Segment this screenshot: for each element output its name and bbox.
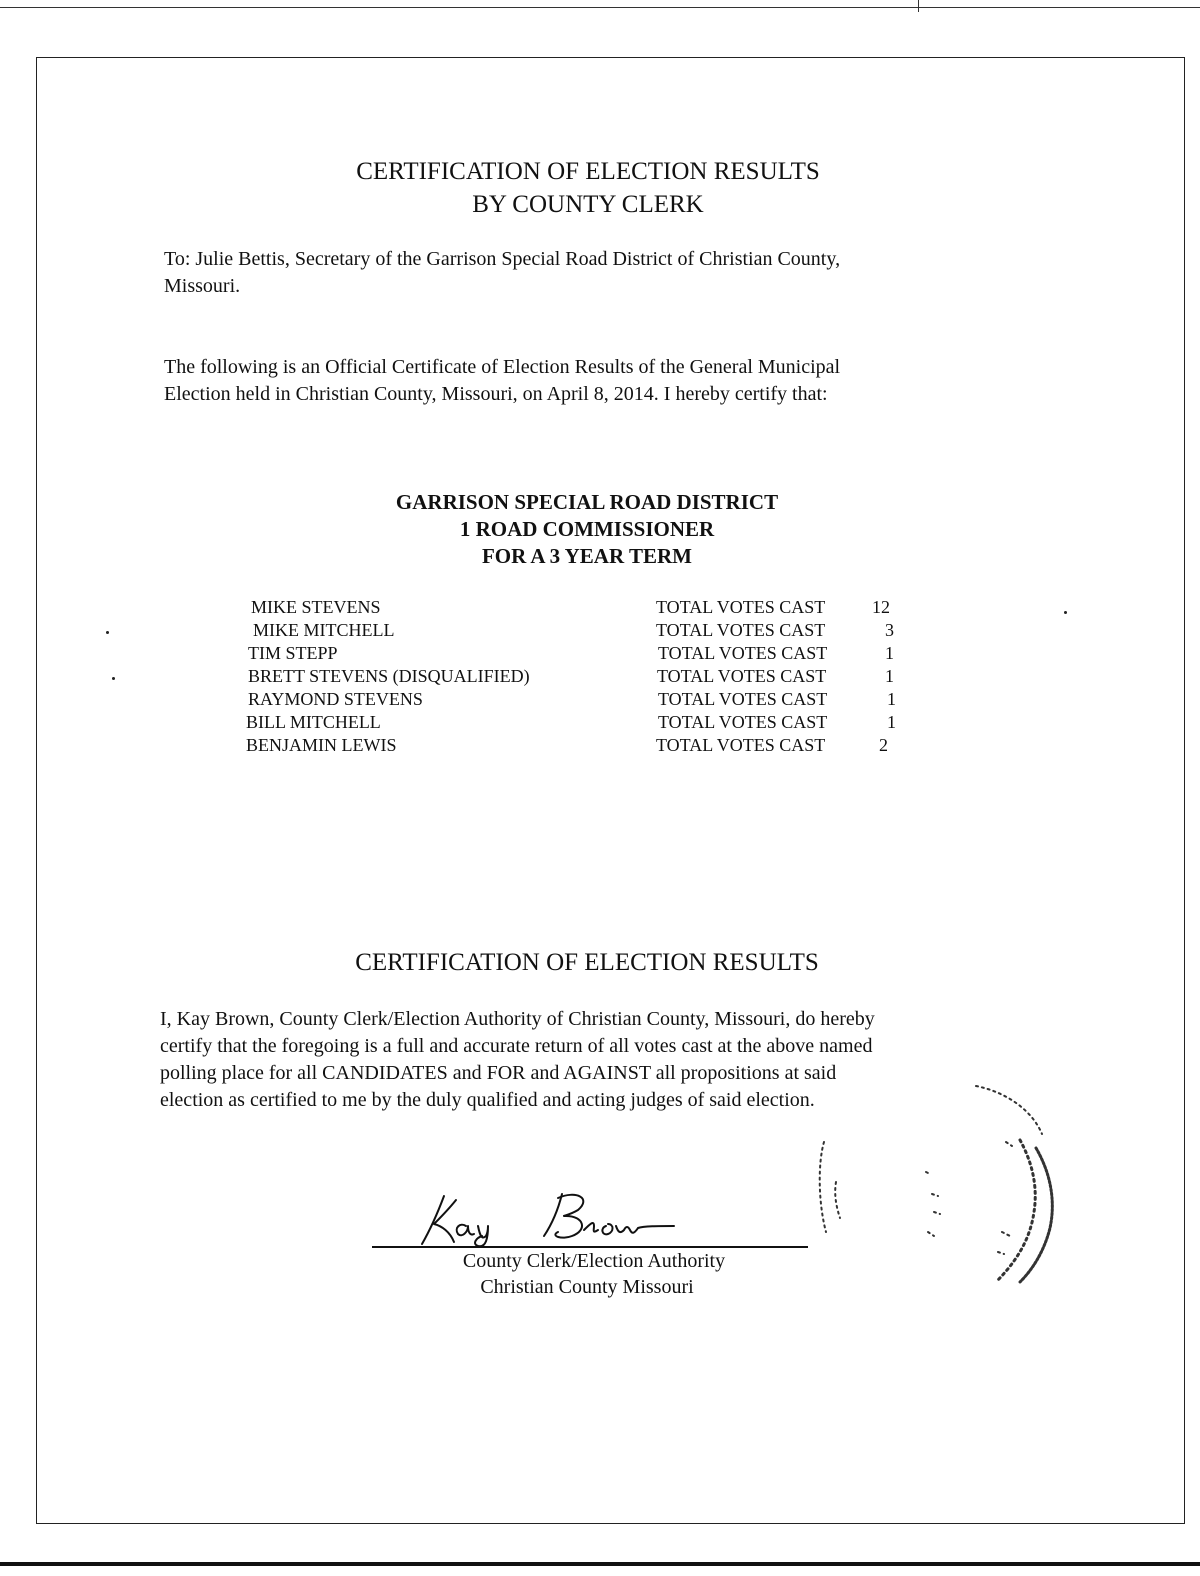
addressee-line-1: To: Julie Bettis, Secretary of the Garrison Special Road District of Christian County, bbox=[164, 248, 841, 270]
embossed-seal bbox=[806, 1082, 1066, 1302]
certification-title: CERTIFICATION OF ELECTION RESULTS bbox=[355, 949, 819, 976]
result-row bbox=[0, 596, 1200, 619]
candidate-name: BILL MITCHELL bbox=[246, 712, 381, 732]
signature-image bbox=[408, 1186, 708, 1248]
race-heading bbox=[0, 489, 1187, 570]
certification-line-3: polling place for all CANDIDATES and FOR and AGAINST all propositions at said bbox=[160, 1062, 837, 1084]
candidate-name: RAYMOND STEVENS bbox=[248, 689, 423, 709]
result-row bbox=[0, 665, 1200, 688]
votes-label: TOTAL VOTES CAST bbox=[658, 689, 828, 709]
candidate-name: MIKE MITCHELL bbox=[253, 620, 395, 640]
race-office: 1 ROAD COMMISSIONER bbox=[459, 517, 715, 541]
vote-count: 2 bbox=[879, 735, 888, 755]
result-row bbox=[0, 642, 1200, 665]
votes-label: TOTAL VOTES CAST bbox=[656, 597, 826, 617]
race-district: GARRISON SPECIAL ROAD DISTRICT bbox=[395, 490, 779, 514]
signature-title: County Clerk/Election Authority bbox=[462, 1250, 726, 1272]
votes-label: TOTAL VOTES CAST bbox=[658, 643, 828, 663]
vote-count: 1 bbox=[887, 689, 896, 709]
result-row bbox=[0, 619, 1200, 642]
votes-label: TOTAL VOTES CAST bbox=[656, 620, 826, 640]
scan-edge-top bbox=[0, 7, 1200, 8]
signature-caption bbox=[372, 1248, 808, 1300]
votes-label: TOTAL VOTES CAST bbox=[658, 712, 828, 732]
scan-speck bbox=[112, 677, 115, 680]
result-row bbox=[0, 688, 1200, 711]
document-title bbox=[0, 155, 1188, 221]
result-row bbox=[0, 711, 1200, 734]
intro-line-1: The following is an Official Certificate of Election Results of the General Municipal bbox=[164, 356, 841, 378]
race-term: FOR A 3 YEAR TERM bbox=[481, 544, 693, 568]
scan-edge-bottom bbox=[0, 1562, 1200, 1566]
intro-paragraph bbox=[164, 354, 1014, 408]
candidate-name: TIM STEPP bbox=[248, 643, 338, 663]
intro-line-2: Election held in Christian County, Missouri, on April 8, 2014. I hereby certify that: bbox=[164, 383, 828, 405]
addressee-paragraph bbox=[164, 246, 1014, 300]
candidate-name: BRETT STEVENS (DISQUALIFIED) bbox=[248, 666, 530, 686]
candidate-name: BENJAMIN LEWIS bbox=[246, 735, 397, 755]
vote-count: 12 bbox=[872, 597, 890, 617]
scan-speck bbox=[1064, 611, 1067, 614]
certification-line-2: certify that the foregoing is a full and accurate return of all votes cast at the above named bbox=[160, 1035, 873, 1057]
addressee-line-2: Missouri. bbox=[164, 275, 241, 297]
vote-count: 3 bbox=[885, 620, 894, 640]
votes-label: TOTAL VOTES CAST bbox=[656, 735, 826, 755]
vote-count: 1 bbox=[885, 666, 894, 686]
candidate-name: MIKE STEVENS bbox=[251, 597, 381, 617]
votes-label: TOTAL VOTES CAST bbox=[657, 666, 827, 686]
scan-tick-mark bbox=[918, 0, 919, 12]
signature-county: Christian County Missouri bbox=[480, 1276, 694, 1298]
scan-speck bbox=[106, 631, 109, 634]
vote-count: 1 bbox=[887, 712, 896, 732]
title-line-2: BY COUNTY CLERK bbox=[472, 191, 704, 218]
result-row bbox=[0, 734, 1200, 757]
vote-count: 1 bbox=[885, 643, 894, 663]
certification-line-4: election as certified to me by the duly qualified and acting judges of said election. bbox=[160, 1089, 815, 1111]
certification-line-1: I, Kay Brown, County Clerk/Election Authority of Christian County, Missouri, do hereby bbox=[160, 1008, 875, 1030]
title-line-1: CERTIFICATION OF ELECTION RESULTS bbox=[356, 158, 820, 185]
